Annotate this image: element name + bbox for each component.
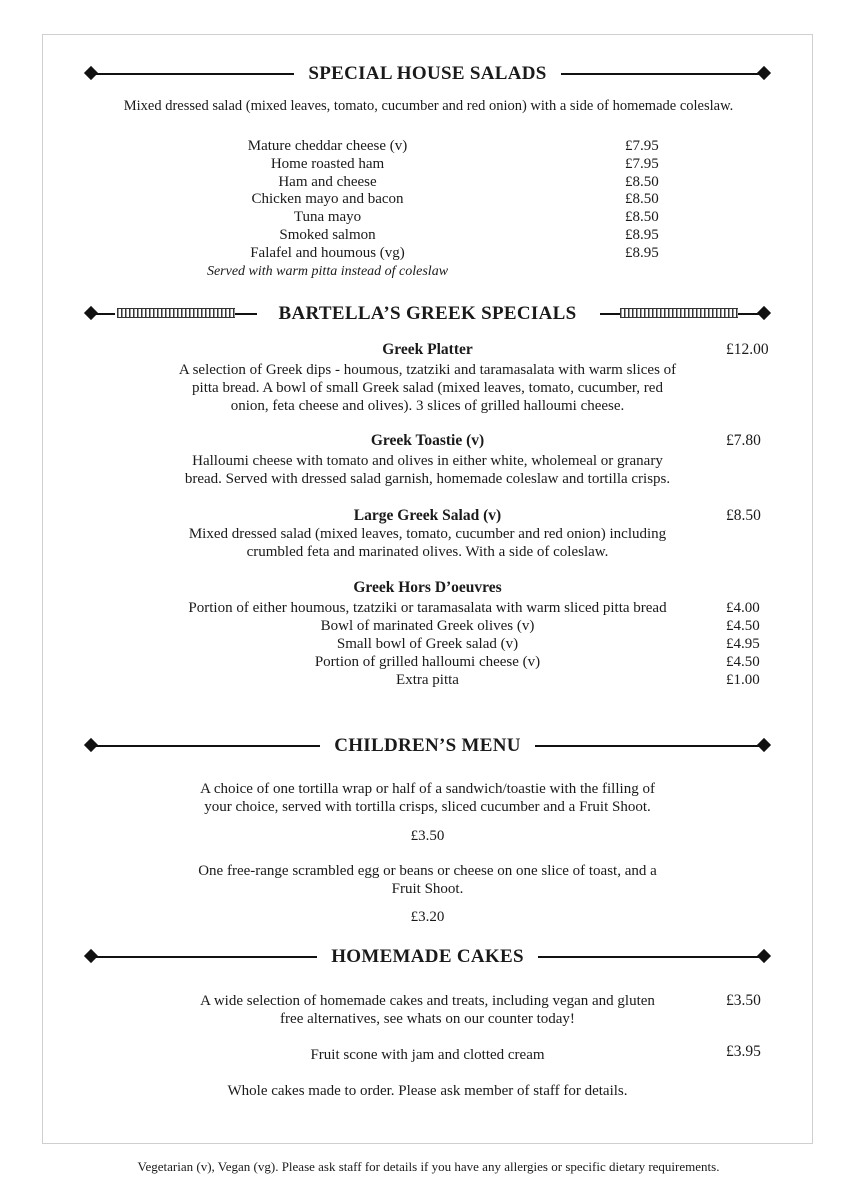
large-greek-salad-desc: Mixed dressed salad (mixed leaves, tomato, cucumber and red onion) including crumbled feta and marinated olives. With a side of coleslaw. (188, 526, 667, 560)
list-item: Portion of grilled halloumi cheese (v) £4.50 (314, 654, 760, 670)
list-item: Chicken mayo and bacon £8.50 (251, 191, 659, 208)
greek-toastie-title: Greek Toastie (v) (370, 432, 485, 449)
dietary-footer: Vegetarian (v), Vegan (vg). Please ask staff for details if you have any allergies or specific dietary requirements. (137, 1159, 720, 1174)
list-item: Bowl of marinated Greek olives (v) £4.50 (320, 618, 760, 634)
cakes-selection-price: £3.50 (726, 992, 761, 1009)
list-item: Tuna mayo £8.50 (293, 209, 659, 226)
large-greek-salad-title: Large Greek Salad (v) (353, 507, 502, 524)
cakes-selection: A wide selection of homemade cakes and treats, including vegan and gluten free alternatives, see whats on our counter today! (200, 993, 655, 1027)
salads-heading (85, 62, 770, 86)
salads-note: Served with warm pitta instead of coleslaw (206, 264, 449, 279)
list-item: Home roasted ham £7.95 (270, 155, 659, 172)
list-item: Falafel and houmous (vg) £8.95 (250, 244, 659, 261)
large-greek-salad-price: £8.50 (726, 507, 761, 524)
cakes-heading (85, 945, 770, 969)
whole-cakes-note: Whole cakes made to order. Please ask member of staff for details. (227, 1083, 628, 1099)
hors-doeuvres-title: Greek Hors D’oeuvres (353, 579, 502, 596)
children-price-2: £3.20 (410, 909, 445, 925)
fruit-scone-price: £3.95 (726, 1043, 761, 1060)
list-item: Smoked salmon £8.95 (279, 226, 659, 243)
children-option-1: A choice of one tortilla wrap or half of a sandwich/toastie with the filling of your choice, served with tortilla crisps, sliced cucumber and a Fruit Shoot. (200, 781, 655, 815)
children-heading (85, 734, 770, 758)
list-item: Mature cheddar cheese (v) £7.95 (247, 138, 659, 154)
children-price-1: £3.50 (410, 828, 445, 844)
fruit-scone: Fruit scone with jam and clotted cream (310, 1047, 545, 1063)
greek-toastie-desc: Halloumi cheese with tomato and olives in either white, wholemeal or granary bread. Served with dressed salad garnish, homemade coleslaw and tortilla crisps. (184, 453, 671, 487)
cakes-title: HOMEMADE CAKES (317, 946, 538, 967)
list-item: Extra pitta £1.00 (396, 672, 760, 688)
greek-platter-title: Greek Platter (382, 341, 473, 358)
greek-heading (85, 302, 770, 326)
children-title: CHILDREN’S MENU (320, 735, 535, 756)
list-item: Ham and cheese £8.50 (278, 173, 659, 190)
greek-platter-price: £12.00 (726, 341, 769, 358)
greek-toastie-price: £7.80 (726, 432, 761, 449)
greek-platter-desc: A selection of Greek dips - houmous, tzatziki and taramasalata with warm slices of pitta bread. A bowl of small Greek salad (mixed leaves, tomato, cucumber, red onion, feta cheese and olives). 3 slices of grilled halloumi cheese. (178, 362, 677, 414)
salads-intro: Mixed dressed salad (mixed leaves, tomato, cucumber and red onion) with a side of homemade coleslaw. (123, 98, 734, 114)
salads-list (200, 137, 680, 262)
list-item: Portion of either houmous, tzatziki or taramasalata with warm sliced pitta bread £4.00 (188, 600, 760, 616)
children-option-2: One free-range scrambled egg or beans or cheese on one slice of toast, and a Fruit Shoot. (198, 863, 657, 897)
greek-title: BARTELLA’S GREEK SPECIALS (265, 303, 591, 324)
list-item: Small bowl of Greek salad (v) £4.95 (336, 636, 760, 652)
salads-title: SPECIAL HOUSE SALADS (294, 63, 560, 84)
